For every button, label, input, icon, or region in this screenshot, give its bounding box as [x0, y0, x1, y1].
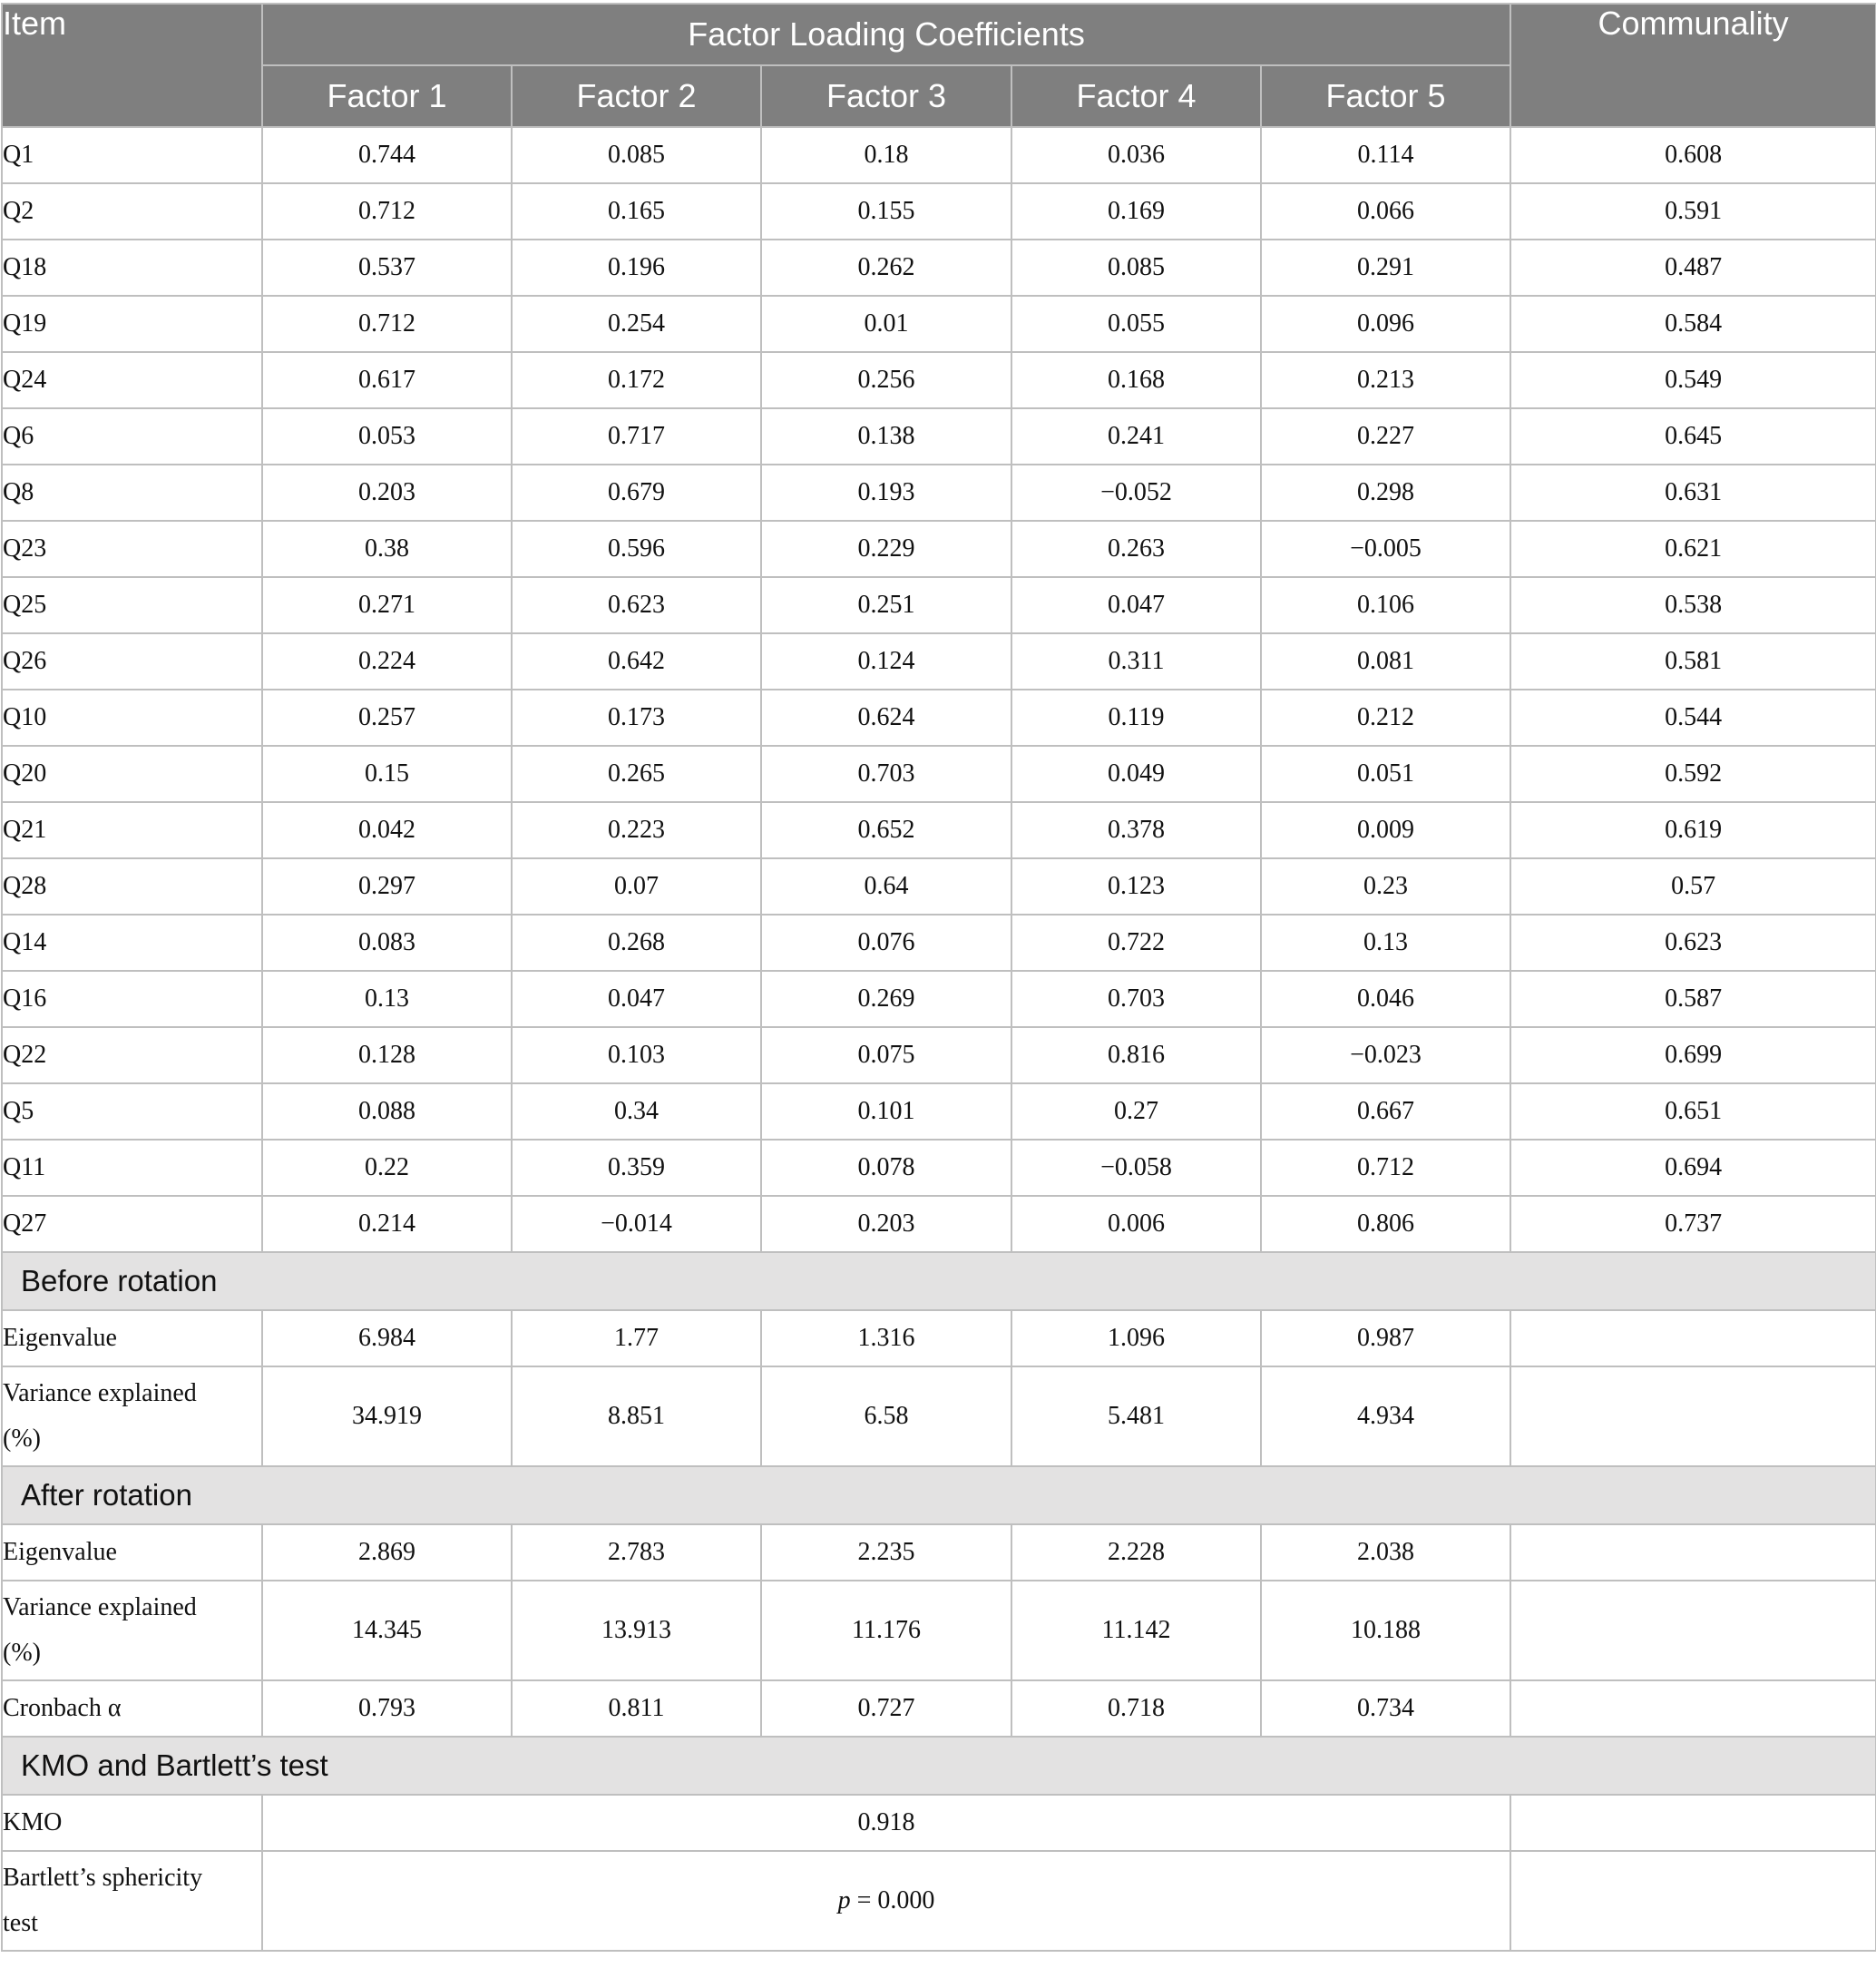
item-label: Q23 [2, 521, 262, 577]
row-label: Eigenvalue [2, 1310, 262, 1366]
table-row [2, 352, 1876, 408]
loading-cell: 0.257 [262, 690, 512, 746]
loading-cell: 0.229 [761, 521, 1011, 577]
loading-cell: −0.014 [512, 1196, 761, 1252]
loading-cell: 0.053 [262, 408, 512, 465]
after-eigenvalue-row [2, 1524, 1876, 1581]
table-row [2, 1140, 1876, 1196]
loading-cell: 0.642 [512, 633, 761, 690]
section-before-rotation: Before rotation [2, 1252, 1876, 1310]
communality-cell: 0.592 [1510, 746, 1876, 802]
cell-value: 1.096 [1011, 1310, 1261, 1366]
header-factor-4: Factor 4 [1011, 65, 1261, 127]
empty-cell [1510, 1680, 1876, 1737]
loading-cell: 0.155 [761, 183, 1011, 240]
item-label: Q2 [2, 183, 262, 240]
table-row [2, 915, 1876, 971]
loading-cell: 0.214 [262, 1196, 512, 1252]
cell-value: 2.783 [512, 1524, 761, 1581]
empty-cell [1510, 1310, 1876, 1366]
loading-cell: 0.816 [1011, 1027, 1261, 1083]
communality-cell: 0.538 [1510, 577, 1876, 633]
loading-cell: 0.203 [761, 1196, 1011, 1252]
item-label: Q10 [2, 690, 262, 746]
loading-cell: 0.042 [262, 802, 512, 858]
communality-cell: 0.584 [1510, 296, 1876, 352]
cell-value: 8.851 [512, 1366, 761, 1466]
row-label [2, 1581, 262, 1680]
item-label: Q24 [2, 352, 262, 408]
loading-cell: −0.023 [1261, 1027, 1510, 1083]
loading-cell: 0.224 [262, 633, 512, 690]
loading-cell: 0.168 [1011, 352, 1261, 408]
item-label: Q11 [2, 1140, 262, 1196]
cell-value: 0.987 [1261, 1310, 1510, 1366]
loading-cell: 0.617 [262, 352, 512, 408]
empty-cell [1510, 1366, 1876, 1466]
after-variance-row [2, 1581, 1876, 1680]
cell-value: 14.345 [262, 1581, 512, 1680]
loading-cell: 0.227 [1261, 408, 1510, 465]
communality-cell: 0.587 [1510, 971, 1876, 1027]
label-line-1: Variance explained [3, 1379, 197, 1407]
item-label: Q18 [2, 240, 262, 296]
table-row [2, 746, 1876, 802]
header-communality: Communality [1510, 4, 1876, 127]
bartlett-row [2, 1851, 1876, 1951]
cell-value: 4.934 [1261, 1366, 1510, 1466]
loading-cell: −0.052 [1011, 465, 1261, 521]
item-label: Q28 [2, 858, 262, 915]
empty-cell [1510, 1795, 1876, 1851]
communality-cell: 0.699 [1510, 1027, 1876, 1083]
table-row [2, 521, 1876, 577]
loading-cell: −0.058 [1011, 1140, 1261, 1196]
communality-cell: 0.549 [1510, 352, 1876, 408]
before-variance-row [2, 1366, 1876, 1466]
loading-cell: 0.085 [512, 127, 761, 183]
cell-value: 2.228 [1011, 1524, 1261, 1581]
cell-value: 0.727 [761, 1680, 1011, 1737]
table-row [2, 858, 1876, 915]
loading-cell: 0.047 [1011, 577, 1261, 633]
loading-cell: 0.13 [262, 971, 512, 1027]
loading-cell: 0.049 [1011, 746, 1261, 802]
loading-cell: 0.712 [262, 296, 512, 352]
loading-cell: 0.101 [761, 1083, 1011, 1140]
loading-cell: 0.712 [1261, 1140, 1510, 1196]
table-row [2, 633, 1876, 690]
loading-cell: 0.722 [1011, 915, 1261, 971]
table-row [2, 1083, 1876, 1140]
loading-cell: 0.712 [262, 183, 512, 240]
loading-cell: 0.64 [761, 858, 1011, 915]
loading-cell: 0.15 [262, 746, 512, 802]
loading-cell: 0.106 [1261, 577, 1510, 633]
loading-cell: 0.27 [1011, 1083, 1261, 1140]
loading-cell: 0.271 [262, 577, 512, 633]
loading-cell: 0.23 [1261, 858, 1510, 915]
label-line-2: (%) [3, 1639, 41, 1667]
loading-cell: 0.047 [512, 971, 761, 1027]
loading-cell: 0.265 [512, 746, 761, 802]
communality-cell: 0.57 [1510, 858, 1876, 915]
table-row [2, 1196, 1876, 1252]
item-label: Q6 [2, 408, 262, 465]
communality-cell: 0.621 [1510, 521, 1876, 577]
loading-cell: 0.359 [512, 1140, 761, 1196]
loading-cell: 0.256 [761, 352, 1011, 408]
item-label: Q20 [2, 746, 262, 802]
loading-cell: 0.01 [761, 296, 1011, 352]
table-row [2, 296, 1876, 352]
cell-value: 34.919 [262, 1366, 512, 1466]
loading-cell: 0.193 [761, 465, 1011, 521]
loading-cell: 0.34 [512, 1083, 761, 1140]
loading-cell: 0.055 [1011, 296, 1261, 352]
cell-value: 10.188 [1261, 1581, 1510, 1680]
loading-cell: 0.667 [1261, 1083, 1510, 1140]
loading-cell: 0.378 [1011, 802, 1261, 858]
loading-cell: 0.268 [512, 915, 761, 971]
loading-cell: 0.078 [761, 1140, 1011, 1196]
cell-value: 2.038 [1261, 1524, 1510, 1581]
table-row [2, 971, 1876, 1027]
item-label: Q22 [2, 1027, 262, 1083]
cell-value: 11.142 [1011, 1581, 1261, 1680]
item-label: Q1 [2, 127, 262, 183]
cell-value: 13.913 [512, 1581, 761, 1680]
loading-cell: 0.103 [512, 1027, 761, 1083]
loading-cell: 0.311 [1011, 633, 1261, 690]
item-label: Q19 [2, 296, 262, 352]
loading-cell: 0.241 [1011, 408, 1261, 465]
header-factor-loading: Factor Loading Coefficients [262, 4, 1510, 65]
table-row [2, 183, 1876, 240]
communality-cell: 0.591 [1510, 183, 1876, 240]
table-row [2, 408, 1876, 465]
item-label: Q5 [2, 1083, 262, 1140]
item-label: Q21 [2, 802, 262, 858]
label-line-2: (%) [3, 1425, 41, 1453]
row-label: Cronbach α [2, 1680, 262, 1737]
communality-cell: 0.737 [1510, 1196, 1876, 1252]
loading-cell: 0.212 [1261, 690, 1510, 746]
item-label: Q27 [2, 1196, 262, 1252]
loading-cell: 0.169 [1011, 183, 1261, 240]
loading-cell: 0.009 [1261, 802, 1510, 858]
loading-cell: 0.128 [262, 1027, 512, 1083]
loading-cell: 0.703 [1011, 971, 1261, 1027]
kmo-value: 0.918 [262, 1795, 1510, 1851]
loading-cell: 0.262 [761, 240, 1011, 296]
table-row [2, 240, 1876, 296]
loading-cell: 0.173 [512, 690, 761, 746]
row-label [2, 1366, 262, 1466]
communality-cell: 0.487 [1510, 240, 1876, 296]
loading-cell: 0.066 [1261, 183, 1510, 240]
empty-cell [1510, 1581, 1876, 1680]
row-label: KMO [2, 1795, 262, 1851]
cell-value: 6.984 [262, 1310, 512, 1366]
cell-value: 0.811 [512, 1680, 761, 1737]
header-factor-2: Factor 2 [512, 65, 761, 127]
cell-value: 0.718 [1011, 1680, 1261, 1737]
loading-cell: 0.297 [262, 858, 512, 915]
loading-cell: 0.744 [262, 127, 512, 183]
loading-cell: 0.076 [761, 915, 1011, 971]
loading-cell: 0.165 [512, 183, 761, 240]
item-label: Q14 [2, 915, 262, 971]
loading-cell: 0.213 [1261, 352, 1510, 408]
loading-cell: 0.291 [1261, 240, 1510, 296]
loading-cell: 0.138 [761, 408, 1011, 465]
table-row [2, 1027, 1876, 1083]
item-label: Q26 [2, 633, 262, 690]
loading-cell: 0.088 [262, 1083, 512, 1140]
table-row [2, 465, 1876, 521]
label-line-1: Bartlett’s sphericity [3, 1864, 203, 1892]
loading-cell: 0.254 [512, 296, 761, 352]
bartlett-value [262, 1851, 1510, 1951]
row-label: Eigenvalue [2, 1524, 262, 1581]
loading-cell: 0.196 [512, 240, 761, 296]
cell-value: 2.235 [761, 1524, 1011, 1581]
loading-cell: 0.18 [761, 127, 1011, 183]
loading-cell: 0.051 [1261, 746, 1510, 802]
cronbach-alpha-row [2, 1680, 1876, 1737]
loading-cell: 0.124 [761, 633, 1011, 690]
loading-cell: 0.172 [512, 352, 761, 408]
loading-cell: 0.081 [1261, 633, 1510, 690]
row-label [2, 1851, 262, 1951]
loading-cell: 0.096 [1261, 296, 1510, 352]
loading-cell: 0.596 [512, 521, 761, 577]
p-symbol: p [837, 1886, 851, 1914]
kmo-row [2, 1795, 1876, 1851]
loading-cell: 0.13 [1261, 915, 1510, 971]
cell-value: 11.176 [761, 1581, 1011, 1680]
table-row [2, 127, 1876, 183]
cell-value: 1.77 [512, 1310, 761, 1366]
communality-cell: 0.608 [1510, 127, 1876, 183]
loading-cell: 0.07 [512, 858, 761, 915]
item-label: Q25 [2, 577, 262, 633]
loading-cell: 0.046 [1261, 971, 1510, 1027]
section-kmo-bartlett: KMO and Bartlett’s test [2, 1737, 1876, 1795]
factor-loading-table [1, 3, 1876, 1952]
loading-cell: 0.223 [512, 802, 761, 858]
loading-cell: −0.005 [1261, 521, 1510, 577]
communality-cell: 0.645 [1510, 408, 1876, 465]
loading-cell: 0.085 [1011, 240, 1261, 296]
loading-cell: 0.036 [1011, 127, 1261, 183]
communality-cell: 0.619 [1510, 802, 1876, 858]
item-label: Q8 [2, 465, 262, 521]
loading-cell: 0.251 [761, 577, 1011, 633]
loading-cell: 0.703 [761, 746, 1011, 802]
loading-cell: 0.652 [761, 802, 1011, 858]
loading-cell: 0.083 [262, 915, 512, 971]
loading-cell: 0.22 [262, 1140, 512, 1196]
section-after-rotation: After rotation [2, 1466, 1876, 1524]
loading-cell: 0.679 [512, 465, 761, 521]
cell-value: 1.316 [761, 1310, 1011, 1366]
table-row [2, 690, 1876, 746]
loading-cell: 0.123 [1011, 858, 1261, 915]
loading-cell: 0.537 [262, 240, 512, 296]
loading-cell: 0.263 [1011, 521, 1261, 577]
header-factor-5: Factor 5 [1261, 65, 1510, 127]
p-value: = 0.000 [850, 1886, 935, 1914]
communality-cell: 0.631 [1510, 465, 1876, 521]
table-row [2, 577, 1876, 633]
label-line-2: test [3, 1909, 38, 1937]
label-line-1: Variance explained [3, 1593, 197, 1621]
header-factor-1: Factor 1 [262, 65, 512, 127]
communality-cell: 0.581 [1510, 633, 1876, 690]
cell-value: 5.481 [1011, 1366, 1261, 1466]
loading-cell: 0.298 [1261, 465, 1510, 521]
loading-cell: 0.717 [512, 408, 761, 465]
loading-cell: 0.075 [761, 1027, 1011, 1083]
empty-cell [1510, 1524, 1876, 1581]
header-factor-3: Factor 3 [761, 65, 1011, 127]
loading-cell: 0.623 [512, 577, 761, 633]
cell-value: 0.793 [262, 1680, 512, 1737]
loading-cell: 0.119 [1011, 690, 1261, 746]
before-eigenvalue-row [2, 1310, 1876, 1366]
summary-rows [2, 1252, 1876, 1951]
communality-cell: 0.544 [1510, 690, 1876, 746]
loading-cell: 0.269 [761, 971, 1011, 1027]
cell-value: 0.734 [1261, 1680, 1510, 1737]
communality-cell: 0.651 [1510, 1083, 1876, 1140]
cell-value: 6.58 [761, 1366, 1011, 1466]
loading-cell: 0.203 [262, 465, 512, 521]
communality-cell: 0.694 [1510, 1140, 1876, 1196]
cell-value: 2.869 [262, 1524, 512, 1581]
loading-cell: 0.006 [1011, 1196, 1261, 1252]
loading-cell: 0.624 [761, 690, 1011, 746]
table-row [2, 802, 1876, 858]
loading-rows [2, 127, 1876, 1252]
header-item: Item [2, 4, 262, 127]
empty-cell [1510, 1851, 1876, 1951]
loading-cell: 0.806 [1261, 1196, 1510, 1252]
item-label: Q16 [2, 971, 262, 1027]
loading-cell: 0.114 [1261, 127, 1510, 183]
loading-cell: 0.38 [262, 521, 512, 577]
communality-cell: 0.623 [1510, 915, 1876, 971]
